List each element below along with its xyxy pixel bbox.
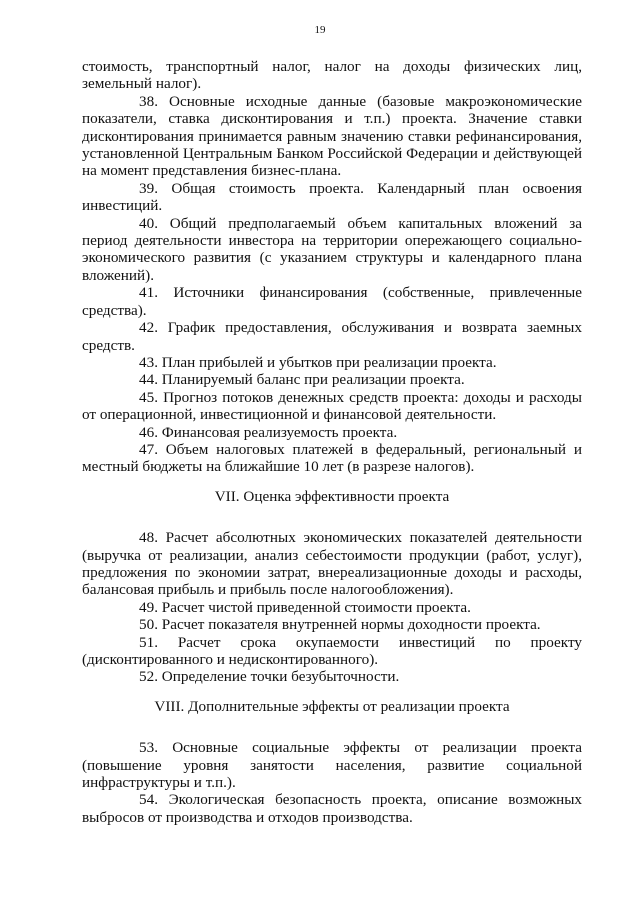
paragraph-49: 49. Расчет чистой приведенной стоимости проекта.	[139, 598, 471, 616]
paragraph-51: 51. Расчет срока окупаемости инвестиций по проекту (дисконтированного и недисконтированного).	[82, 633, 582, 668]
paragraph-45: 45. Прогноз потоков денежных средств проекта: доходы и расходы от операционной, инвестиционной и финансовой деятельности.	[82, 388, 582, 424]
section-8-heading: VIII. Дополнительные эффекты от реализации проекта	[154, 697, 510, 715]
paragraph-42: 42. График предоставления, обслуживания и возврата заемных средств.	[82, 319, 582, 354]
document-body	[82, 58, 582, 826]
paragraph-54: 54. Экологическая безопасность проекта, описание возможных выбросов от производства и отходов производства.	[82, 791, 582, 826]
paragraph-43: 43. План прибылей и убытков при реализации проекта.	[139, 353, 497, 371]
paragraph-40: 40. Общий предполагаемый объем капитальных вложений за период деятельности инвестора на территории опережающего социально-экономического развития (с указанием структуры и календарного плана вложений).	[82, 214, 582, 284]
paragraph-50: 50. Расчет показателя внутренней нормы доходности проекта.	[139, 616, 541, 634]
paragraph-44: 44. Планируемый баланс при реализации проекта.	[139, 371, 465, 389]
section-7-heading: VII. Оценка эффективности проекта	[214, 487, 450, 505]
paragraph-38: 38. Основные исходные данные (базовые макроэкономические показатели, ставка дисконтирования и т.п.) проекта. Значение ставки дисконтирования принимается равным значению ставки рефинансирования, установленной Центральным Банком Российской Федерации и действующей на момент представления бизнес-плана.	[82, 92, 582, 180]
page-number: 19	[314, 24, 326, 36]
paragraph-52: 52. Определение точки безубыточности.	[139, 668, 400, 686]
paragraph-46: 46. Финансовая реализуемость проекта.	[139, 423, 398, 441]
paragraph-41: 41. Источники финансирования (собственные, привлеченные средства).	[82, 284, 582, 319]
paragraph-47: 47. Объем налоговых платежей в федеральный, региональный и местный бюджеты на ближайшие 10 лет (в разрезе налогов).	[82, 440, 582, 476]
paragraph-39: 39. Общая стоимость проекта. Календарный план освоения инвестиций.	[82, 179, 582, 215]
paragraph-53: 53. Основные социальные эффекты от реализации проекта (повышение уровня занятости населения, развитие социальной инфраструктуры и т.п.).	[82, 739, 582, 792]
paragraph-37-continuation: стоимость, транспортный налог, налог на доходы физических лиц, земельный налог).	[82, 58, 582, 93]
paragraph-48: 48. Расчет абсолютных экономических показателей деятельности (выручка от реализации, анализ себестоимости продукции (работ, услуг), предложения по экономии затрат, внереализационные доходы и расходы, балансовая прибыль и прибыль после налогообложения).	[82, 529, 582, 599]
